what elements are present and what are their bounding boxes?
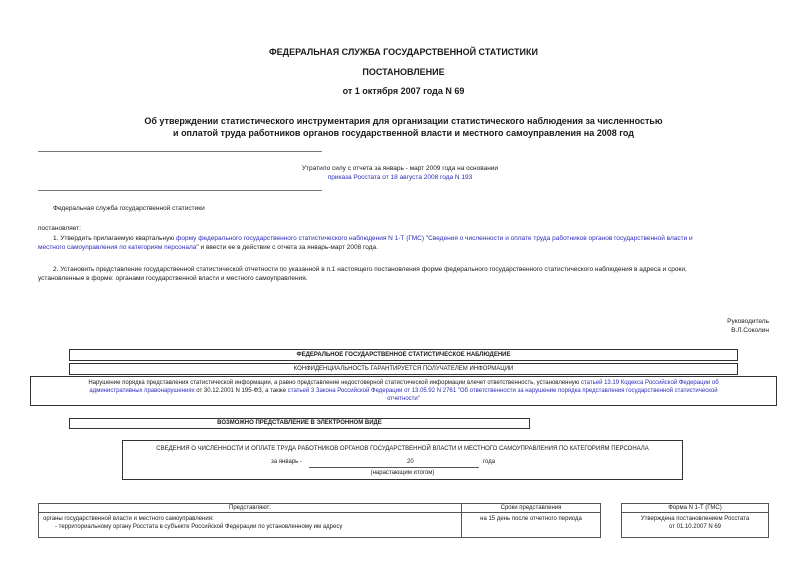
period-field[interactable] — [309, 467, 479, 468]
repeal-order-link[interactable]: приказа Росстата от 18 августа 2008 года N 193 — [327, 174, 473, 181]
issuer-text: Федеральная служба государственной статистики — [53, 205, 205, 212]
warning-box — [30, 376, 777, 406]
confidentiality-box: КОНФИДЕНЦИАЛЬНОСТЬ ГАРАНТИРУЕТСЯ ПОЛУЧАТЕЛЕМ ИНФОРМАЦИИ — [69, 363, 738, 375]
doc-type: ПОСТАНОВЛЕНИЕ — [362, 67, 445, 77]
signature-role: Руководитель — [727, 318, 769, 325]
federal-observation-box: ФЕДЕРАЛЬНОЕ ГОСУДАРСТВЕННОЕ СТАТИСТИЧЕСКОЕ НАБЛЮДЕНИЕ — [69, 349, 738, 361]
koap-article-link[interactable]: статьей 13.19 Кодекса Российской Федерации об — [580, 380, 719, 386]
col-header-deadlines: Сроки представления — [461, 503, 601, 513]
p2-line1: 2. Установить представление государственной статистической отчетности по указанной в п.1 настоящего постановления форме федерального государственного статистического наблюдения в адреса и сроки, — [53, 266, 687, 273]
signature-name: В.Л.Соколин — [731, 327, 769, 334]
doc-title-line2: и оплатой труда работников органов государственной власти и местного самоуправления на 2008 год — [173, 128, 634, 138]
doc-date: от 1 октября 2007 года N 69 — [342, 86, 465, 96]
p1-text-a: 1. Утвердить прилагаемую квартальную — [53, 235, 177, 242]
p1-text-c: " и ввести ее в действие с отчета за январь-март 2008 года. — [196, 244, 378, 251]
notice-rule-top — [38, 151, 322, 152]
submitters-row1: органы государственной власти и местного самоуправления: — [43, 516, 214, 522]
col-header-submitters: Представляют: — [38, 503, 462, 513]
koap-article-link-cont[interactable]: административных правонарушениях — [89, 388, 195, 394]
p1-text-b: " — [424, 235, 429, 242]
electronic-submission-box: ВОЗМОЖНО ПРЕДСТАВЛЕНИЕ В ЭЛЕКТРОННОМ ВИДЕ — [69, 418, 530, 429]
signature — [727, 317, 769, 335]
cumulative-note: (нарастающим итогом) — [370, 470, 435, 476]
form-approval-line2: от 01.10.2007 N 69 — [669, 524, 721, 530]
form-title-link[interactable]: Сведения о численности и оплате труда работников органов государственной власти и — [428, 235, 693, 242]
deadline-cell: на 15 день после отчетного периода — [461, 512, 601, 538]
report-title: СВЕДЕНИЯ О ЧИСЛЕННОСТИ И ОПЛАТЕ ТРУДА РАБОТНИКОВ ОРГАНОВ ГОСУДАРСТВЕННОЙ ВЛАСТИ И МЕСТНОГО САМОУПРАВЛЕНИЯ ПО КАТЕГОРИЯМ ПЕРСОНАЛА — [156, 446, 649, 452]
submitters-cell — [38, 512, 462, 538]
warning-text-b: от 30.12.2001 N 195-ФЗ, а также — [194, 388, 288, 394]
law-article-link-cont[interactable]: отчетности" — [387, 396, 420, 402]
period-prefix: за январь - — [271, 459, 302, 465]
warning-text-a: Нарушение порядка представления статистической информации, а равно представление недостоверной статистической информации влечет ответственность, установленную — [88, 380, 581, 386]
doc-title — [100, 115, 707, 139]
form-title-link-cont[interactable]: местного самоуправления по категориям персонала — [38, 244, 197, 251]
resolves-text: постановляет: — [38, 225, 81, 232]
law-article-link[interactable]: статьей 3 Закона Российской Федерации от 13.05.92 N 2761 "Об ответственности за нарушение порядка представления государственной статистической — [287, 388, 718, 394]
form-approval-line1: Утверждена постановлением Росстата — [640, 516, 750, 522]
submitters-row2: - территориальному органу Росстата в субъекте Российской Федерации по установленному им адресу — [55, 524, 343, 530]
form-1t-link[interactable]: форму федерального государственного статистического наблюдения N 1-Т (ГМС) — [176, 235, 425, 242]
report-title-box — [122, 440, 683, 480]
doc-title-line1: Об утверждении статистического инструментария для организации статистического наблюдения за численностью — [144, 116, 663, 126]
form-approval-cell — [621, 512, 769, 538]
p2-line2: установленные в форме: органами государственной власти и местного самоуправления. — [38, 275, 308, 282]
repeal-notice — [230, 164, 570, 182]
paragraph-2 — [38, 265, 798, 283]
period-suffix: года — [483, 459, 496, 465]
paragraph-1 — [38, 234, 778, 252]
col-header-form-number: Форма N 1-Т (ГМС) — [621, 503, 769, 513]
repeal-notice-text: Утратило силу с отчета за январь - март 2009 года на основании — [301, 165, 499, 172]
period-year-prefix: 20 — [407, 459, 414, 465]
notice-rule-bottom — [38, 190, 322, 191]
agency-name: ФЕДЕРАЛЬНАЯ СЛУЖБА ГОСУДАРСТВЕННОЙ СТАТИСТИКИ — [269, 47, 538, 57]
